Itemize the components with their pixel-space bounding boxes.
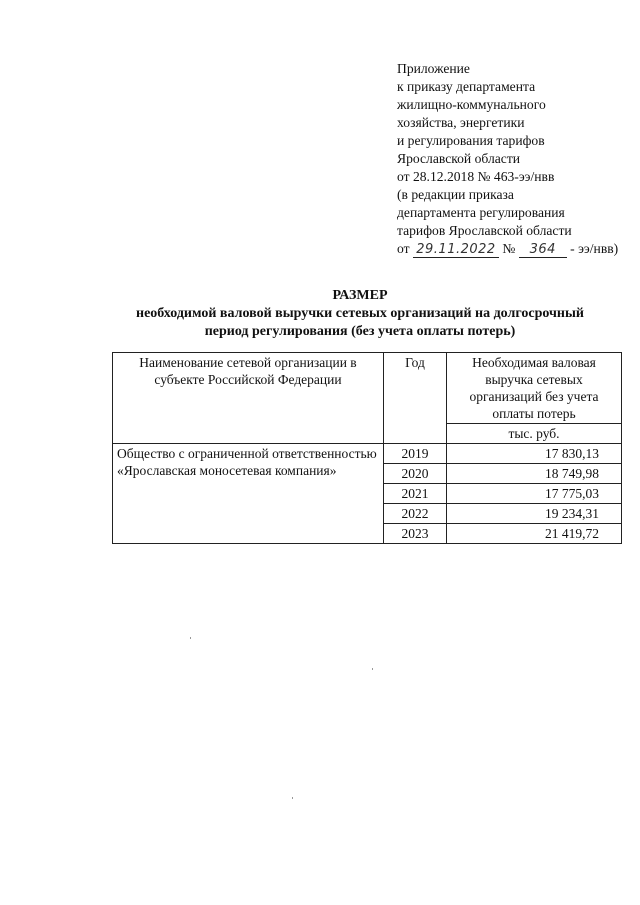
document-title: РАЗМЕР xyxy=(332,288,388,303)
revenue-cell: 17 775,03 xyxy=(447,484,622,504)
document-subtitle-line-2: период регулирования (без учета оплаты потерь) xyxy=(204,324,516,339)
scan-speck xyxy=(372,668,373,670)
handwritten-number: 364 xyxy=(519,242,567,258)
revenue-cell: 18 749,98 xyxy=(447,464,622,484)
header-unit: тыс. руб. xyxy=(447,424,622,444)
appendix-line: и регулирования тарифов xyxy=(397,133,545,148)
appendix-line: хозяйства, энергетики xyxy=(397,115,525,130)
order-suffix: - ээ/нвв) xyxy=(570,241,619,256)
appendix-line: (в редакции приказа xyxy=(397,187,514,202)
header-year: Год xyxy=(384,353,447,444)
year-cell: 2019 xyxy=(384,444,447,464)
appendix-line: Приложение xyxy=(397,61,470,76)
revenue-table xyxy=(112,352,622,544)
organization-name-cell: Общество с ограниченной ответственностью «Ярославская моносетевая компания» xyxy=(113,444,384,544)
appendix-line: жилищно-коммунального xyxy=(397,97,546,112)
scan-speck xyxy=(190,637,191,639)
appendix-line: Ярославской области xyxy=(397,151,521,166)
appendix-block xyxy=(397,60,633,258)
revenue-cell: 21 419,72 xyxy=(447,524,622,544)
number-sign: № xyxy=(502,241,516,256)
year-cell: 2022 xyxy=(384,504,447,524)
header-organization-name: Наименование сетевой организации в субъекте Российской Федерации xyxy=(113,353,384,444)
revenue-cell: 19 234,31 xyxy=(447,504,622,524)
year-cell: 2020 xyxy=(384,464,447,484)
year-cell: 2023 xyxy=(384,524,447,544)
document-title-block xyxy=(100,287,620,341)
document-subtitle-line-1: необходимой валовой выручки сетевых организаций на долгосрочный xyxy=(136,306,584,321)
appendix-line: тарифов Ярославской области xyxy=(397,223,572,238)
year-cell: 2021 xyxy=(384,484,447,504)
scan-speck xyxy=(292,797,293,799)
appendix-line: департамента регулирования xyxy=(397,205,565,220)
header-required-revenue: Необходимая валовая выручка сетевых организаций без учета оплаты потерь xyxy=(447,353,622,424)
handwritten-date: 29.11.2022 xyxy=(413,242,499,258)
appendix-line: от 28.12.2018 № 463-ээ/нвв xyxy=(397,169,555,184)
appendix-from-label: от xyxy=(397,241,410,256)
table-row xyxy=(113,444,622,464)
appendix-line: к приказу департамента xyxy=(397,79,536,94)
revenue-cell: 17 830,13 xyxy=(447,444,622,464)
table-header-row xyxy=(113,353,622,424)
appendix-last-line xyxy=(397,240,633,258)
